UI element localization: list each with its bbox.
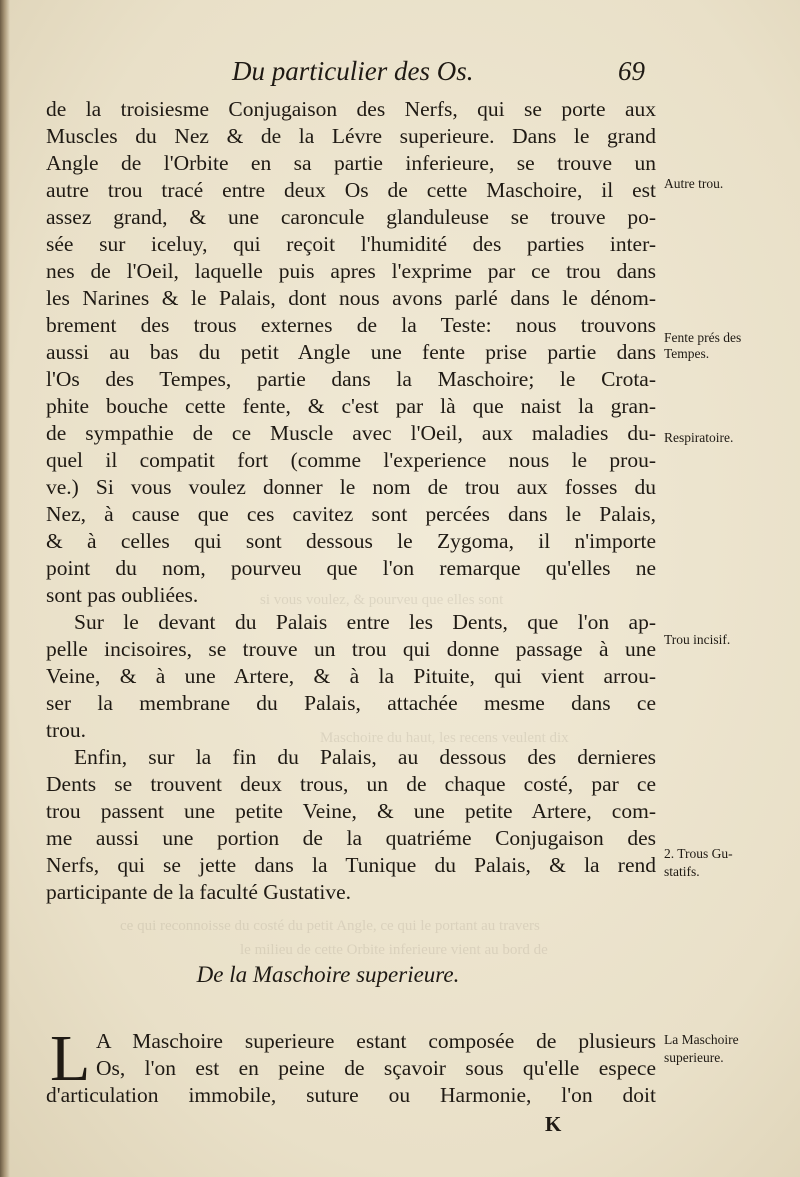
margin-note-fente-2: Tempes. — [664, 346, 710, 361]
text-line: l'Os des Tempes, partie dans la Maschoire; le Crota- — [46, 367, 656, 391]
paragraph-1 — [46, 96, 656, 609]
text-line: assez grand, & une caroncule glanduleuse se trouve po- — [46, 205, 656, 229]
text-line: brement des trous externes de la Teste: nous trouvons — [46, 313, 656, 337]
margin-note-respiratoire: Respiratoire. — [664, 430, 734, 445]
text-line: trou. — [46, 718, 87, 742]
text-line: d'articulation immobile, suture ou Harmonie, l'on doit — [46, 1083, 656, 1107]
text-line: les Narines & le Palais, dont nous avons parlé dans le dénom- — [46, 286, 656, 310]
text-line: Angle de l'Orbite en sa partie inferieure, se trouve un — [46, 151, 656, 175]
text-line: Os, l'on est en peine de sçavoir sous qu'elle espece — [96, 1056, 656, 1080]
margin-note-trou-incisif: Trou incisif. — [664, 632, 731, 647]
text-line: Dents se trouvent deux trous, un de chaque costé, par ce — [46, 772, 656, 796]
margin-note-gustatifs-1: 2. Trous Gu- — [664, 846, 733, 861]
text-line: phite bouche cette fente, & c'est par là que naist la gran- — [46, 394, 656, 418]
text-line: aussi au bas du petit Angle une fente prise partie dans — [46, 340, 656, 364]
main-text — [46, 96, 656, 906]
text-line: point du nom, pourveu que l'on remarque qu'elles ne — [46, 556, 656, 580]
drop-cap: L — [50, 1022, 91, 1095]
text-line: Enfin, sur la fin du Palais, au dessous des dernieres — [74, 745, 656, 769]
margin-note-maschoire-2: superieure. — [664, 1050, 724, 1065]
text-line: de sympathie de ce Muscle avec l'Oeil, aux maladies du- — [46, 421, 656, 445]
text-line: participante de la faculté Gustative. — [46, 880, 352, 904]
margin-note-gustatifs-2: statifs. — [664, 864, 700, 879]
margin-note-autre-trou: Autre trou. — [664, 176, 724, 191]
text-line: sée sur iceluy, qui reçoit l'humidité des parties inter- — [46, 232, 656, 256]
text-line: Sur le devant du Palais entre les Dents, que l'on ap- — [74, 610, 656, 634]
text-line: Nez, à cause que ces cavitez sont percées dans le Palais, — [46, 502, 656, 526]
text-line: nes de l'Oeil, laquelle puis apres l'exprime par ce trou dans — [46, 259, 656, 283]
text-line: ve.) Si vous voulez donner le nom de trou aux fosses du — [46, 475, 656, 499]
text-line: quel il compatit fort (comme l'experience nous le prou- — [46, 448, 656, 472]
bleed-through-text: le milieu de cette Orbite inferieure vient au bord de — [240, 942, 548, 958]
margin-note-fente-1: Fente prés des — [664, 330, 742, 345]
margin-note-maschoire-1: La Maschoire — [664, 1032, 739, 1047]
bleed-through-text: ce qui reconnoisse du costé du petit Angle, ce qui le portant au travers — [120, 918, 540, 934]
text-line: me aussi une portion de la quatriéme Conjugaison des — [46, 826, 656, 850]
signature-mark: K — [545, 1112, 562, 1136]
text-line: sont pas oubliées. — [46, 583, 199, 607]
page-header — [48, 52, 658, 92]
spine-shadow — [0, 0, 10, 1177]
section-text — [46, 1022, 656, 1109]
text-line: A Maschoire superieure estant composée de plusieurs — [96, 1029, 656, 1053]
text-line: pelle incisoires, se trouve un trou qui donne passage à une — [46, 637, 656, 661]
paragraph-3 — [46, 744, 656, 906]
bleed-through-text: si vous voulez, & pourveu que elles sont — [260, 592, 504, 608]
text-line: autre trou tracé entre deux Os de cette Maschoire, il est — [46, 178, 656, 202]
text-line: trou passent une petite Veine, & une petite Artere, com- — [46, 799, 656, 823]
text-line: ser la membrane du Palais, attachée mesme dans ce — [46, 691, 656, 715]
section-heading: De la Maschoire superieure. — [196, 962, 460, 987]
text-line: & à celles qui sont dessous le Zygoma, il n'importe — [46, 529, 656, 553]
text-line: Veine, & à une Artere, & à la Pituite, qui vient arrou- — [46, 664, 656, 688]
text-line: de la troisiesme Conjugaison des Nerfs, qui se porte aux — [46, 97, 656, 121]
running-title: Du particulier des Os. — [232, 56, 474, 86]
page-number: 69 — [618, 56, 645, 86]
bleed-through-text: Maschoire du haut, les recens veulent dix — [320, 730, 569, 746]
text-line: Nerfs, qui se jette dans la Tunique du Palais, & la rend — [46, 853, 656, 877]
paragraph-2 — [46, 609, 656, 744]
text-line: Muscles du Nez & de la Lévre superieure. Dans le grand — [46, 124, 656, 148]
